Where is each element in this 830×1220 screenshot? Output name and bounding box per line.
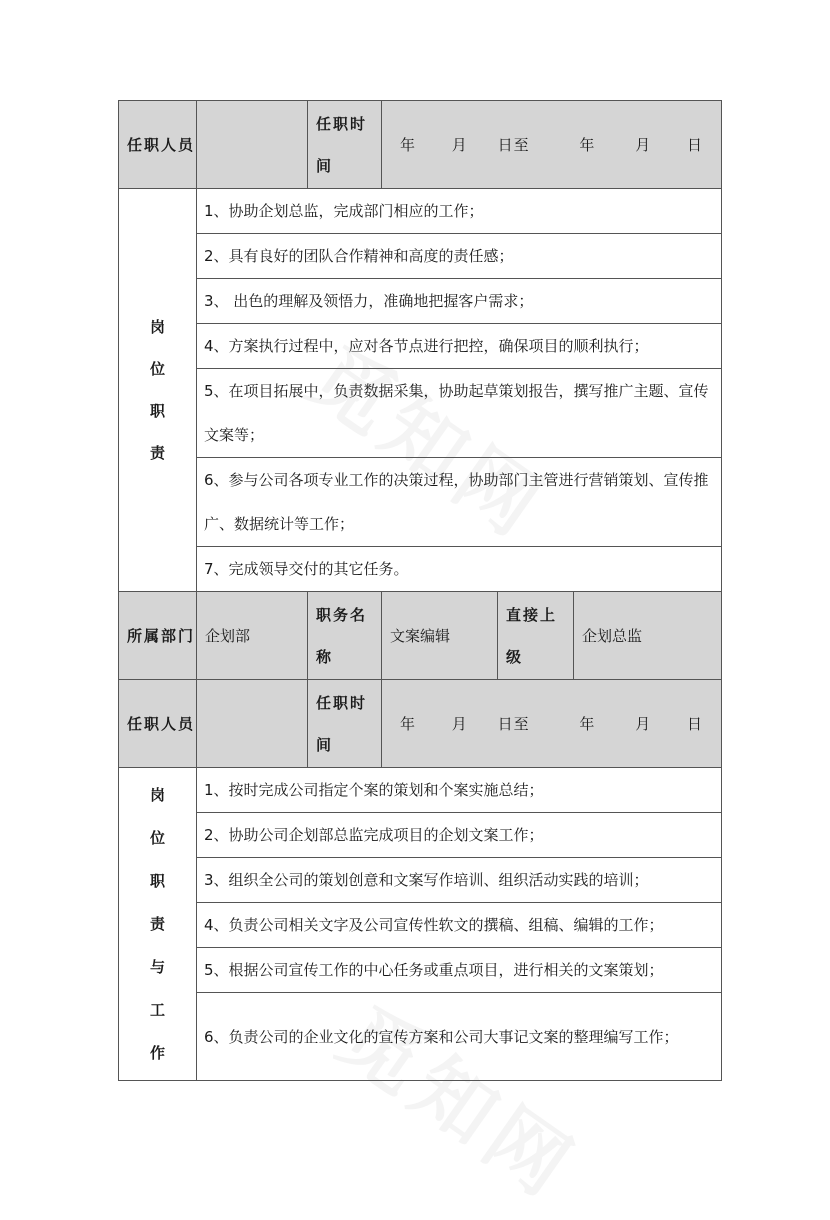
duty-row (119, 948, 722, 993)
supervisor-value[interactable]: 企划总监 (574, 592, 722, 680)
staff-row (119, 101, 722, 189)
duty-row (119, 234, 722, 279)
duties-label-char: 岗 (149, 318, 165, 336)
duties-work-label-char: 责 (149, 914, 165, 933)
job-description-table (118, 100, 722, 1081)
position-name-value[interactable]: 文案编辑 (382, 592, 498, 680)
tenure-date[interactable] (382, 680, 722, 768)
duty-row (119, 858, 722, 903)
duty-item: 5、在项目拓展中，负责数据采集，协助起草策划报告，撰写推广主题、宣传文案等； (197, 369, 722, 458)
duty-row (119, 324, 722, 369)
date-year: 年 (579, 715, 596, 733)
duty-row (119, 768, 722, 813)
duties-label-char: 职 (149, 402, 165, 420)
date-day: 日 (686, 715, 703, 733)
duties-label-char: 位 (149, 360, 165, 378)
date-month: 月 (635, 715, 652, 733)
department-value[interactable]: 企划部 (197, 592, 308, 680)
duties-work-label-char: 位 (149, 828, 165, 847)
duties-label-char: 责 (149, 444, 165, 462)
staff-label: 任职人员 (119, 680, 197, 768)
duties-label (119, 189, 197, 592)
staff-row (119, 680, 722, 768)
staff-value[interactable] (197, 101, 308, 189)
duty-item: 1、按时完成公司指定个案的策划和个案实施总结； (197, 768, 722, 813)
tenure-label: 任职时间 (308, 680, 382, 768)
staff-label: 任职人员 (119, 101, 197, 189)
date-day: 日 (686, 136, 703, 154)
duty-item: 1、协助企划总监，完成部门相应的工作； (197, 189, 722, 234)
duty-row (119, 903, 722, 948)
duty-row (119, 813, 722, 858)
tenure-date[interactable] (382, 101, 722, 189)
department-label: 所属部门 (119, 592, 197, 680)
duty-item: 4、负责公司相关文字及公司宣传性软文的撰稿、组稿、编辑的工作； (197, 903, 722, 948)
duty-row (119, 993, 722, 1081)
duties-work-label (119, 768, 197, 1081)
tenure-label: 任职时间 (308, 101, 382, 189)
department-row (119, 592, 722, 680)
duty-item: 6、负责公司的企业文化的宣传方案和公司大事记文案的整理编写工作； (197, 993, 722, 1081)
date-month: 月 (635, 136, 652, 154)
date-day-to: 日至 (497, 136, 530, 154)
staff-value[interactable] (197, 680, 308, 768)
duty-row (119, 458, 722, 547)
duty-item: 4、方案执行过程中，应对各节点进行把控，确保项目的顺利执行； (197, 324, 722, 369)
duty-item: 3、组织全公司的策划创意和文案写作培训、组织活动实践的培训； (197, 858, 722, 903)
duties-work-label-char: 工 (149, 1000, 165, 1019)
duties-work-label-char: 职 (149, 871, 165, 890)
date-year: 年 (579, 136, 596, 154)
date-month: 月 (451, 715, 468, 733)
duties-work-label-char: 作 (149, 1043, 165, 1062)
duty-item: 2、具有良好的团队合作精神和高度的责任感； (197, 234, 722, 279)
duties-work-label-char: 岗 (149, 785, 165, 804)
date-month: 月 (451, 136, 468, 154)
date-year: 年 (400, 715, 417, 733)
duty-row (119, 547, 722, 592)
duties-work-label-char: 与 (149, 957, 165, 976)
date-day-to: 日至 (497, 715, 530, 733)
duty-item: 6、参与公司各项专业工作的决策过程，协助部门主管进行营销策划、宣传推广、数据统计等工作； (197, 458, 722, 547)
duty-item: 7、完成领导交付的其它任务。 (197, 547, 722, 592)
duty-item: 5、根据公司宣传工作的中心任务或重点项目，进行相关的文案策划； (197, 948, 722, 993)
duty-row (119, 369, 722, 458)
duty-row (119, 189, 722, 234)
supervisor-label: 直接上级 (498, 592, 574, 680)
duty-item: 2、协助公司企划部总监完成项目的企划文案工作； (197, 813, 722, 858)
date-year: 年 (400, 136, 417, 154)
duty-row (119, 279, 722, 324)
position-name-label: 职务名称 (308, 592, 382, 680)
duty-item: 3、 出色的理解及领悟力，准确地把握客户需求； (197, 279, 722, 324)
